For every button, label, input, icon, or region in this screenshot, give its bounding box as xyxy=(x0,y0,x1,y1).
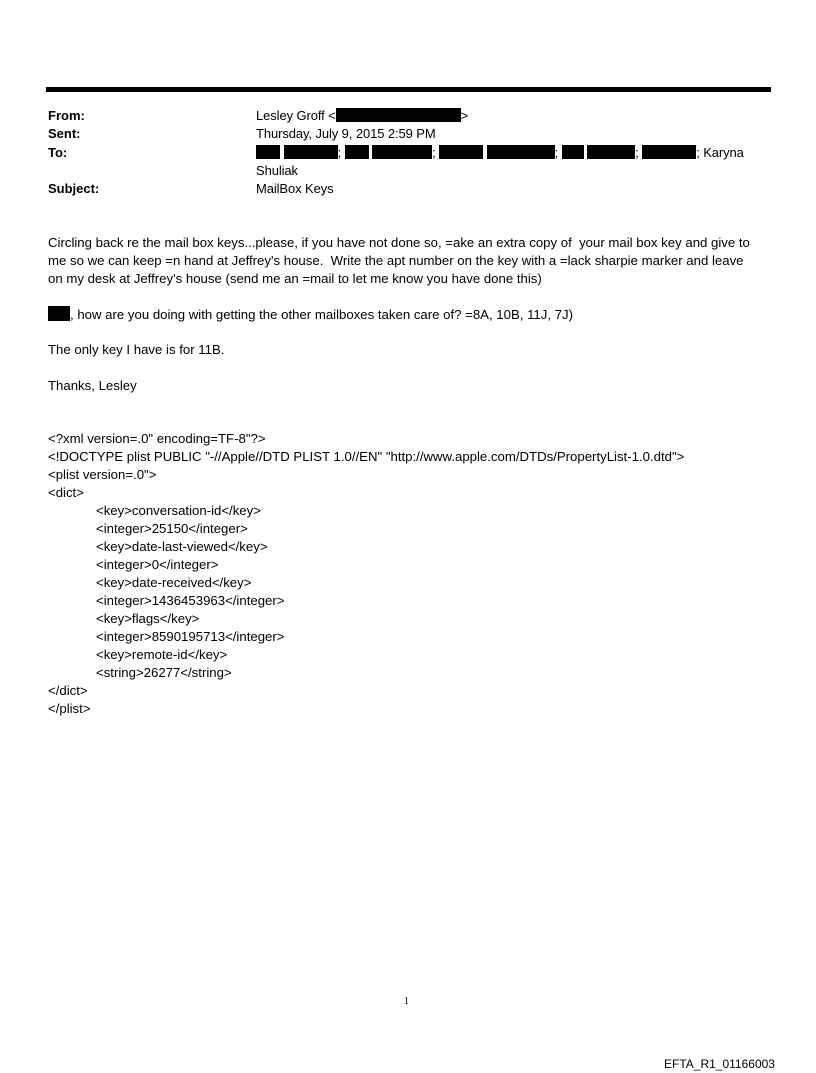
body-paragraph-2 xyxy=(48,306,768,324)
redaction-box xyxy=(372,145,432,159)
redaction-box xyxy=(439,145,483,159)
xml-line: <key>conversation-id</key> xyxy=(96,503,261,518)
xml-line: <!DOCTYPE plist PUBLIC "-//Apple//DTD PLIST 1.0//EN" "http://www.apple.com/DTDs/PropertyList-1.0.dtd"> xyxy=(48,449,685,464)
redaction-box xyxy=(48,306,70,321)
to-value xyxy=(256,144,744,161)
redaction-box xyxy=(642,145,696,159)
body-line: The only key I have is for 11B. xyxy=(48,342,225,357)
xml-line: <string>26277</string> xyxy=(96,665,232,680)
xml-line: <?xml version=.0" encoding=TF-8"?> xyxy=(48,431,266,446)
xml-line: <key>date-received</key> xyxy=(96,575,252,590)
redaction-box xyxy=(587,145,635,159)
page-number: 1 xyxy=(404,996,409,1007)
xml-line: <integer>0</integer> xyxy=(96,557,219,572)
body-paragraph-3 xyxy=(48,341,768,359)
redaction-box xyxy=(336,108,461,122)
from-name: Lesley Groff < xyxy=(256,108,336,123)
xml-line: <integer>8590195713</integer> xyxy=(96,629,285,644)
xml-line: <integer>25150</integer> xyxy=(96,521,248,536)
body-line: me so we can keep =n hand at Jeffrey's house. Write the apt number on the key with a =lack sharpie marker and leave xyxy=(48,253,744,268)
xml-line: <key>remote-id</key> xyxy=(96,647,228,662)
to-label: To: xyxy=(48,145,68,160)
xml-line: <plist version=.0"> xyxy=(48,467,157,482)
document-id: EFTA_R1_01166003 xyxy=(664,1057,775,1071)
from-label: From: xyxy=(48,108,85,123)
body-paragraph-1 xyxy=(48,234,768,288)
sent-label: Sent: xyxy=(48,126,81,141)
to-name-first: Karyna xyxy=(703,145,744,160)
body-line: , how are you doing with getting the other mailboxes taken care of? =8A, 10B, 11J, 7J) xyxy=(70,307,574,322)
redaction-box xyxy=(345,145,369,159)
to-separator: ; xyxy=(696,145,700,160)
subject-label: Subject: xyxy=(48,181,100,196)
signoff xyxy=(48,377,768,395)
body-line: Thanks, Lesley xyxy=(48,378,137,393)
redaction-box xyxy=(487,145,555,159)
redaction-box xyxy=(284,145,338,159)
subject-value: MailBox Keys xyxy=(256,181,334,196)
xml-line: </plist> xyxy=(48,701,91,716)
redaction-box xyxy=(562,145,584,159)
from-close: > xyxy=(460,108,469,123)
to-separator: ; xyxy=(554,145,559,160)
from-value xyxy=(256,107,468,124)
xml-line: <dict> xyxy=(48,485,84,500)
to-separator: ; xyxy=(432,145,436,160)
xml-line: <key>date-last-viewed</key> xyxy=(96,539,268,554)
to-separator: ; xyxy=(635,145,639,160)
xml-line: </dict> xyxy=(48,683,88,698)
xml-line: <integer>1436453963</integer> xyxy=(96,593,285,608)
body-line: Circling back re the mail box keys...please, if you have not done so, =ake an extra copy of your mail box key and give to xyxy=(48,235,750,250)
body-line: on my desk at Jeffrey's house (send me an =mail to let me know you have done this) xyxy=(48,271,542,286)
to-separator: ; xyxy=(337,145,342,160)
xml-line: <key>flags</key> xyxy=(96,611,200,626)
top-rule xyxy=(46,87,771,92)
to-name-last: Shuliak xyxy=(256,163,298,178)
redaction-box xyxy=(256,145,280,159)
sent-value: Thursday, July 9, 2015 2:59 PM xyxy=(256,126,436,141)
